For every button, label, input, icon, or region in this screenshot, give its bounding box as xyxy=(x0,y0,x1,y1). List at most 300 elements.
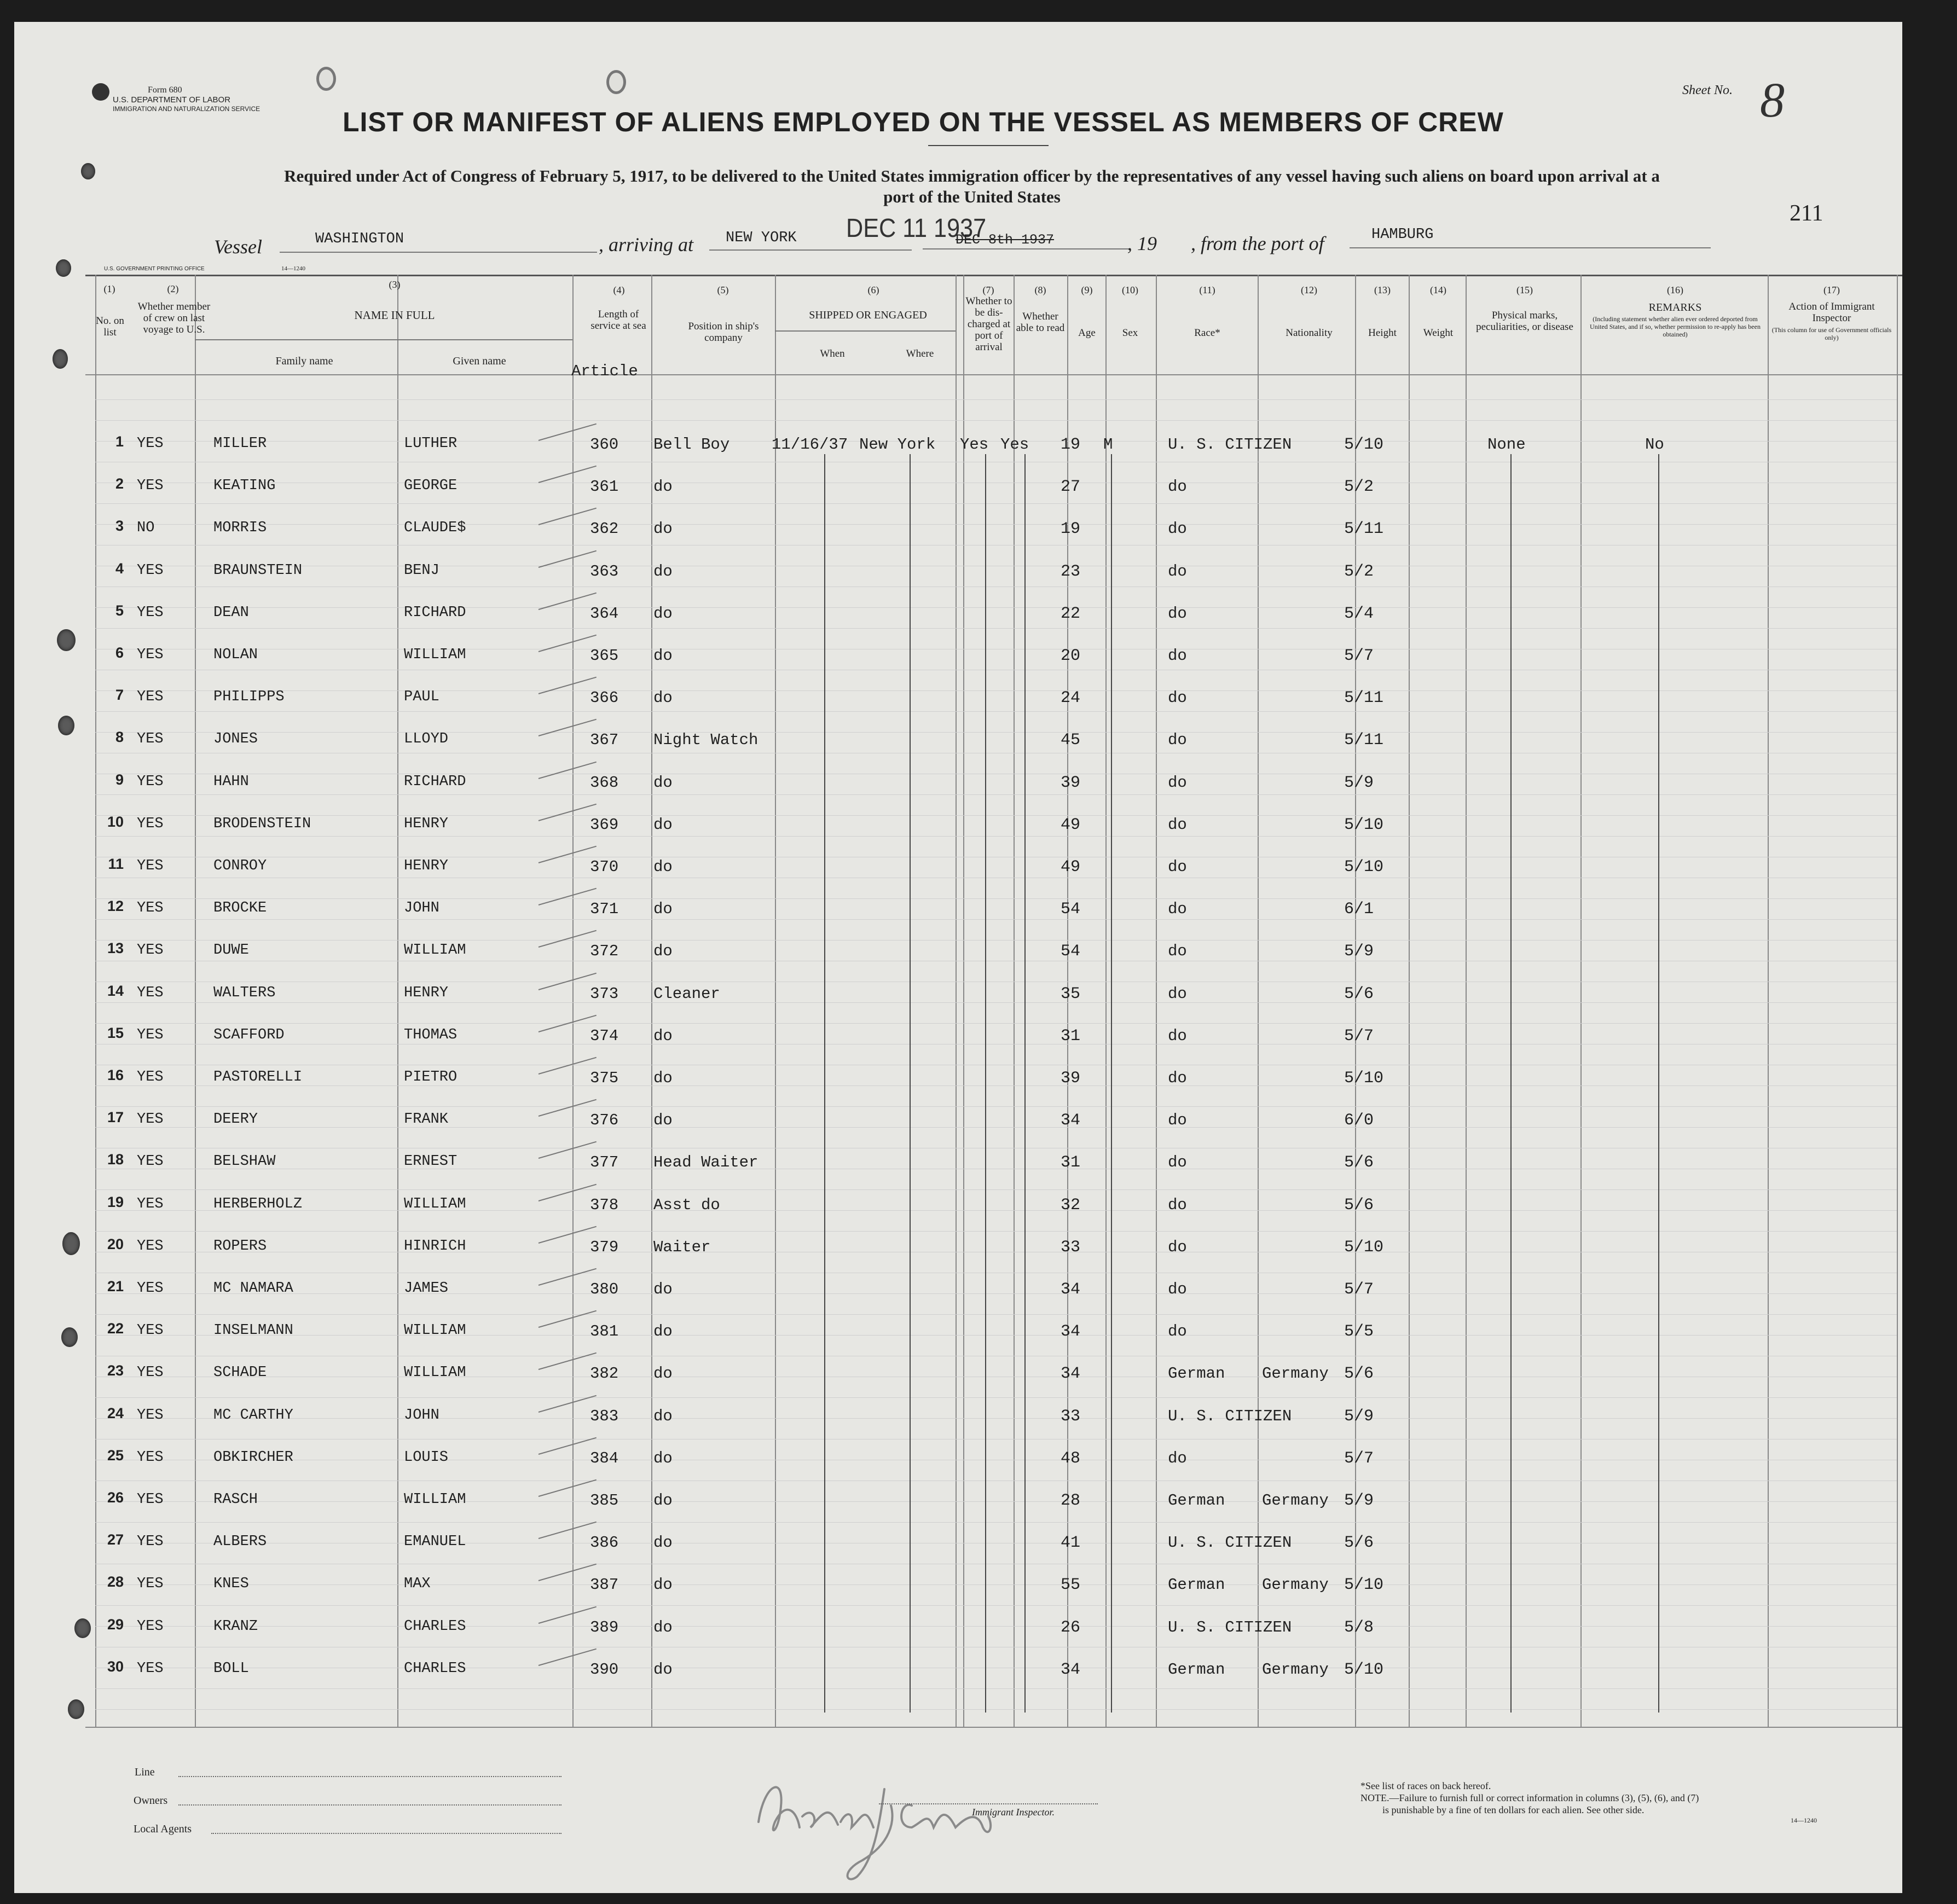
row-height: 5/6 xyxy=(1344,985,1374,1003)
row-position: do xyxy=(653,1534,673,1552)
service-tick-mark xyxy=(539,930,597,948)
ruled-line xyxy=(95,1231,1897,1232)
column-rule xyxy=(651,275,652,1727)
row-service: 372 xyxy=(590,942,619,960)
row-given: CHARLES xyxy=(404,1618,466,1635)
col14-number: (14) xyxy=(1430,285,1446,295)
row-age: 35 xyxy=(1061,985,1081,1003)
ruled-line xyxy=(95,503,1897,504)
row-service: 376 xyxy=(590,1111,619,1129)
row-service: 378 xyxy=(590,1196,619,1214)
row-position: do xyxy=(653,900,673,918)
row-race: German xyxy=(1168,1661,1225,1679)
row-height: 5/7 xyxy=(1344,1027,1374,1046)
service-tick-mark xyxy=(539,1268,597,1286)
col-header-remarks-note: (Including statement whether alien ever ordered deported from United States, and if so, whether permission to re-apply has been obtained) xyxy=(1590,315,1761,338)
row-position: do xyxy=(653,774,673,792)
row-age: 26 xyxy=(1061,1618,1081,1637)
column-rule xyxy=(1580,275,1582,1727)
row-height: 5/6 xyxy=(1344,1365,1374,1383)
row-race: do xyxy=(1168,520,1187,538)
col-header-remarks: REMARKS xyxy=(1648,301,1702,314)
row-position: Cleaner xyxy=(653,985,720,1003)
row-given: CLAUDE$ xyxy=(404,520,466,536)
row-age: 19 xyxy=(1061,436,1081,454)
service-tick-mark xyxy=(539,1479,597,1497)
row-age: 45 xyxy=(1061,731,1081,750)
row-position: do xyxy=(653,689,673,707)
row-given: RICHARD xyxy=(404,605,466,621)
row-service: 362 xyxy=(590,520,619,538)
service-tick-mark xyxy=(539,466,597,483)
service-tick-mark xyxy=(539,1564,597,1581)
ruled-line xyxy=(95,732,1897,733)
local-agents-field xyxy=(211,1833,561,1834)
vessel-label: Vessel xyxy=(214,236,262,258)
row-prev: YES xyxy=(137,1407,164,1424)
col12-number: (12) xyxy=(1301,285,1317,295)
row-prev: YES xyxy=(137,1661,164,1677)
row-prev: YES xyxy=(137,1069,164,1085)
row-family: DEAN xyxy=(213,605,249,621)
col16-number: (16) xyxy=(1667,285,1683,295)
row-service: 379 xyxy=(590,1238,619,1256)
row-race: German xyxy=(1168,1576,1225,1594)
row-no: 21 xyxy=(107,1278,124,1295)
column-rule xyxy=(195,275,196,1727)
service-tick-mark xyxy=(539,1141,597,1159)
row-given: RICHARD xyxy=(404,774,466,790)
row-no: 23 xyxy=(107,1362,124,1379)
footer-form-code: 14—1240 xyxy=(1791,1816,1817,1824)
row-height: 5/6 xyxy=(1344,1196,1374,1215)
col-header-given-name: Given name xyxy=(453,355,506,367)
row-given: HENRY xyxy=(404,985,449,1001)
row-remarks: No xyxy=(1645,436,1664,454)
row-family: PHILIPPS xyxy=(213,689,285,705)
column-rule xyxy=(775,275,776,1727)
ruled-line xyxy=(95,836,1897,837)
row-family: KNES xyxy=(213,1576,249,1592)
service-tick-mark xyxy=(539,1226,597,1244)
row-sex: M xyxy=(1103,436,1113,454)
row-family: OBKIRCHER xyxy=(213,1449,293,1466)
row-race: do xyxy=(1168,647,1187,665)
row-height: 5/7 xyxy=(1344,1449,1374,1468)
row-service: 375 xyxy=(590,1069,619,1087)
punch-hole xyxy=(81,163,95,179)
row-prev: NO xyxy=(137,520,155,536)
row-service: 369 xyxy=(590,816,619,834)
row-given: CHARLES xyxy=(404,1661,466,1677)
row-height: 5/7 xyxy=(1344,1280,1374,1299)
line-field xyxy=(178,1776,561,1777)
column-rule xyxy=(397,275,398,1727)
service-name: IMMIGRATION AND NATURALIZATION SERVICE xyxy=(113,105,260,113)
col17-number: (17) xyxy=(1823,285,1840,295)
arriving-port: NEW YORK xyxy=(726,230,797,246)
row-given: JAMES xyxy=(404,1280,449,1297)
ruled-line xyxy=(95,815,1897,816)
row-no: 7 xyxy=(115,687,124,703)
row-no: 9 xyxy=(115,771,124,788)
row-no: 11 xyxy=(108,856,124,872)
row-age: 32 xyxy=(1061,1196,1081,1215)
printing-office: U.S. GOVERNMENT PRINTING OFFICE xyxy=(104,266,205,272)
penalty-note-1: NOTE.—Failure to furnish full or correct information in columns (3), (5), (6), and (7) xyxy=(1360,1792,1699,1803)
ruled-line xyxy=(95,1023,1897,1024)
seal-icon xyxy=(92,83,109,101)
col7-number: (7) xyxy=(982,285,994,295)
ruled-line xyxy=(95,1709,1897,1710)
row-prev: YES xyxy=(137,985,164,1001)
row-age: 19 xyxy=(1061,520,1081,538)
from-port-rule xyxy=(1350,247,1711,248)
row-height: 5/6 xyxy=(1344,1153,1374,1172)
article-label: Article xyxy=(571,362,638,380)
column-rule xyxy=(956,275,957,1727)
service-tick-mark xyxy=(539,677,597,694)
arriving-label: , arriving at xyxy=(599,234,694,256)
row-family: INSELMANN xyxy=(213,1322,293,1339)
row-family: CONROY xyxy=(213,858,267,874)
row-position: do xyxy=(653,1365,673,1383)
row-family: DUWE xyxy=(213,942,249,959)
ruled-line xyxy=(95,1584,1897,1585)
row-no: 3 xyxy=(115,518,124,534)
table-top-border xyxy=(85,275,1902,276)
service-tick-mark xyxy=(539,1184,597,1201)
row-race: do xyxy=(1168,731,1187,749)
page-number: 211 xyxy=(1790,201,1823,226)
row-service: 387 xyxy=(590,1576,619,1594)
row-no: 8 xyxy=(115,729,124,745)
ruled-line xyxy=(95,1605,1897,1606)
row-height: 5/10 xyxy=(1344,1661,1384,1679)
col-header-physical-marks: Physical marks, peculiarities, or disease xyxy=(1476,310,1573,333)
row-no: 2 xyxy=(115,475,124,492)
row-age: 31 xyxy=(1061,1153,1081,1172)
department: U.S. DEPARTMENT OF LABOR xyxy=(113,95,231,105)
column-rule xyxy=(1466,275,1467,1727)
row-family: HAHN xyxy=(213,774,249,790)
ruled-line xyxy=(95,1189,1897,1190)
subtitle-line-2: port of the United States xyxy=(883,187,1061,206)
column-rule xyxy=(1105,275,1107,1727)
row-family: KEATING xyxy=(213,478,276,494)
row-family: MILLER xyxy=(213,436,267,452)
ruled-line xyxy=(95,898,1897,899)
row-family: MC NAMARA xyxy=(213,1280,293,1297)
row-prev: YES xyxy=(137,1576,164,1592)
from-port: HAMBURG xyxy=(1371,227,1434,243)
row-race: U. S. CITIZEN xyxy=(1168,1534,1292,1552)
column-rule xyxy=(963,275,964,1727)
row-position: do xyxy=(653,647,673,665)
row-race: do xyxy=(1168,605,1187,623)
page-title: LIST OR MANIFEST OF ALIENS EMPLOYED ON THE VESSEL AS MEMBERS OF CREW xyxy=(343,107,1504,137)
service-tick-mark xyxy=(539,423,597,441)
row-given: ERNEST xyxy=(404,1153,458,1170)
row-read: Yes xyxy=(1000,436,1029,454)
col-header-family-name: Family name xyxy=(275,355,333,367)
row-prev: YES xyxy=(137,900,164,916)
row-given: GEORGE xyxy=(404,478,458,494)
row-service: 364 xyxy=(590,605,619,623)
col-header-height: Height xyxy=(1368,327,1397,339)
service-tick-mark xyxy=(539,1099,597,1117)
col3-number: (3) xyxy=(389,279,401,290)
service-tick-mark xyxy=(539,635,597,652)
row-age: 34 xyxy=(1061,1365,1081,1383)
row-height: 5/10 xyxy=(1344,1238,1384,1257)
form-number: Form 680 xyxy=(148,85,182,95)
sheet-label: Sheet No. xyxy=(1682,83,1733,97)
ruled-line xyxy=(95,1335,1897,1336)
col4-number: (4) xyxy=(613,285,625,295)
row-given: WILLIAM xyxy=(404,1491,466,1508)
row-no: 12 xyxy=(107,898,124,914)
row-prev: YES xyxy=(137,1322,164,1339)
row-no: 15 xyxy=(107,1025,124,1041)
row-race: do xyxy=(1168,1238,1187,1256)
row-position: do xyxy=(653,1661,673,1679)
row-no: 6 xyxy=(115,645,124,661)
row-service: 367 xyxy=(590,731,619,749)
row-prev: YES xyxy=(137,1238,164,1255)
row-age: 23 xyxy=(1061,562,1081,581)
ruled-line xyxy=(95,399,1897,400)
row-no: 25 xyxy=(107,1447,124,1464)
ruled-line xyxy=(95,690,1897,691)
row-prev: YES xyxy=(137,774,164,790)
service-tick-mark xyxy=(539,804,597,821)
row-prev: YES xyxy=(137,1153,164,1170)
typed-arrival-date: DEC 8th 1937 xyxy=(956,232,1055,248)
row-service: 371 xyxy=(590,900,619,918)
row-no: 14 xyxy=(107,983,124,999)
row-height: 5/9 xyxy=(1344,1491,1374,1510)
punch-hole xyxy=(74,1618,91,1638)
ruled-line xyxy=(95,1688,1897,1689)
row-no: 18 xyxy=(107,1151,124,1168)
ruled-line xyxy=(95,919,1897,920)
ruled-line xyxy=(95,1397,1897,1398)
row-nationality: Germany xyxy=(1262,1365,1329,1383)
ruled-line xyxy=(95,1501,1897,1502)
row-age: 27 xyxy=(1061,478,1081,496)
row-race: do xyxy=(1168,858,1187,876)
row-race: do xyxy=(1168,900,1187,918)
row-prev: YES xyxy=(137,858,164,874)
column-rule xyxy=(95,275,96,1727)
row-given: HENRY xyxy=(404,816,449,832)
row-nationality: Germany xyxy=(1262,1491,1329,1510)
col-header-prev-voyage: Whether member of crew on last voyage to U.S. xyxy=(137,301,211,335)
col-header-position: Position in ship's company xyxy=(688,321,759,344)
col1-number: (1) xyxy=(103,283,115,294)
row-given: BENJ xyxy=(404,562,439,579)
ditto-line xyxy=(1024,454,1026,1713)
col-header-shipped-engaged: SHIPPED OR ENGAGED xyxy=(809,309,927,321)
row-prev: YES xyxy=(137,1534,164,1550)
owners-label: Owners xyxy=(134,1795,168,1807)
punch-hole xyxy=(57,629,76,651)
punch-hole xyxy=(53,349,68,369)
row-age: 34 xyxy=(1061,1111,1081,1130)
row-age: 54 xyxy=(1061,942,1081,961)
row-position: do xyxy=(653,1407,673,1425)
service-tick-mark xyxy=(539,719,597,736)
row-race: do xyxy=(1168,942,1187,960)
row-given: JOHN xyxy=(404,900,439,916)
row-prev: YES xyxy=(137,816,164,832)
row-race: do xyxy=(1168,1322,1187,1340)
row-prev: YES xyxy=(137,1618,164,1635)
row-no: 17 xyxy=(107,1109,124,1125)
row-race: do xyxy=(1168,816,1187,834)
row-height: 5/11 xyxy=(1344,731,1384,750)
row-age: 55 xyxy=(1061,1576,1081,1594)
row-position: Head Waiter xyxy=(653,1153,759,1171)
row-no: 10 xyxy=(107,814,124,830)
ruled-line xyxy=(95,420,1897,421)
manifest-sheet xyxy=(14,22,1902,1893)
col13-number: (13) xyxy=(1374,285,1391,295)
row-prev: YES xyxy=(137,647,164,663)
ruled-line xyxy=(95,794,1897,795)
row-no: 16 xyxy=(107,1067,124,1083)
ruled-line xyxy=(95,1127,1897,1128)
row-prev: YES xyxy=(137,731,164,747)
row-position: do xyxy=(653,816,673,834)
col-header-sex: Sex xyxy=(1122,327,1138,339)
row-family: PASTORELLI xyxy=(213,1069,303,1085)
row-height: 5/7 xyxy=(1344,647,1374,665)
row-service: 374 xyxy=(590,1027,619,1045)
row-race: U. S. CITIZEN xyxy=(1168,1618,1292,1636)
col15-number: (15) xyxy=(1516,285,1533,295)
row-position: do xyxy=(653,858,673,876)
row-age: 24 xyxy=(1061,689,1081,707)
row-age: 39 xyxy=(1061,1069,1081,1088)
col-header-discharged: Whether to be dis-charged at port of arrival xyxy=(965,295,1012,353)
punch-hole xyxy=(316,67,336,91)
row-height: 6/1 xyxy=(1344,900,1374,919)
row-position: Night Watch xyxy=(653,731,759,749)
row-family: MC CARTHY xyxy=(213,1407,293,1424)
row-prev: YES xyxy=(137,605,164,621)
row-age: 49 xyxy=(1061,858,1081,876)
row-position: do xyxy=(653,1449,673,1467)
table-bottom-border xyxy=(85,1727,1902,1728)
service-tick-mark xyxy=(539,508,597,525)
row-age: 34 xyxy=(1061,1322,1081,1341)
col-header-length-of-service: Length of service at sea xyxy=(590,309,646,332)
row-age: 33 xyxy=(1061,1238,1081,1257)
row-service: 366 xyxy=(590,689,619,707)
vessel-rule xyxy=(280,252,597,253)
service-tick-mark xyxy=(539,1057,597,1075)
ruled-line xyxy=(95,940,1897,941)
row-marks: None xyxy=(1487,436,1526,454)
row-race: German xyxy=(1168,1491,1225,1510)
row-prev: YES xyxy=(137,1280,164,1297)
row-family: BRAUNSTEIN xyxy=(213,562,303,579)
row-prev: YES xyxy=(137,1449,164,1466)
row-given: JOHN xyxy=(404,1407,439,1424)
col11-number: (11) xyxy=(1199,285,1215,295)
row-family: HERBERHOLZ xyxy=(213,1196,303,1212)
col-header-nationality: Nationality xyxy=(1286,327,1333,339)
row-service: 380 xyxy=(590,1280,619,1298)
row-given: WILLIAM xyxy=(404,1322,466,1339)
row-prev: YES xyxy=(137,1111,164,1128)
row-service: 363 xyxy=(590,562,619,581)
col6-number: (6) xyxy=(867,285,879,295)
row-race: do xyxy=(1168,774,1187,792)
row-height: 5/9 xyxy=(1344,774,1374,792)
row-when: 11/16/37 xyxy=(772,436,848,454)
ditto-line xyxy=(985,454,986,1713)
row-position: do xyxy=(653,478,673,496)
column-rule xyxy=(572,275,574,1727)
row-race: do xyxy=(1168,478,1187,496)
col2-number: (2) xyxy=(167,283,179,294)
row-prev: YES xyxy=(137,1491,164,1508)
service-tick-mark xyxy=(539,1310,597,1328)
service-tick-mark xyxy=(539,1648,597,1666)
column-rule xyxy=(1014,275,1015,1727)
column-rule xyxy=(1409,275,1410,1727)
row-family: NOLAN xyxy=(213,647,258,663)
ruled-line xyxy=(95,1002,1897,1003)
row-race: do xyxy=(1168,1027,1187,1045)
row-race: German xyxy=(1168,1365,1225,1383)
row-given: WILLIAM xyxy=(404,1196,466,1212)
ruled-line xyxy=(95,628,1897,629)
row-family: BELSHAW xyxy=(213,1153,276,1170)
row-given: EMANUEL xyxy=(404,1534,466,1550)
row-age: 41 xyxy=(1061,1534,1081,1552)
header-form-code: 14—1240 xyxy=(281,265,305,272)
row-age: 34 xyxy=(1061,1280,1081,1299)
punch-hole xyxy=(56,259,71,277)
row-position: do xyxy=(653,520,673,538)
row-service: 383 xyxy=(590,1407,619,1425)
row-service: 370 xyxy=(590,858,619,876)
row-given: MAX xyxy=(404,1576,431,1592)
ditto-line xyxy=(1510,454,1512,1713)
punch-hole xyxy=(58,716,74,735)
row-given: WILLIAM xyxy=(404,647,466,663)
punch-hole xyxy=(68,1699,84,1719)
service-tick-mark xyxy=(539,762,597,779)
row-height: 5/9 xyxy=(1344,1407,1374,1426)
col-header-where: Where xyxy=(906,348,934,359)
row-given: FRANK xyxy=(404,1111,449,1128)
row-position: do xyxy=(653,1491,673,1510)
col-header-able-to-read: Whether able to read xyxy=(1016,311,1065,334)
col9-number: (9) xyxy=(1081,285,1093,295)
row-service: 382 xyxy=(590,1365,619,1383)
row-height: 5/8 xyxy=(1344,1618,1374,1637)
row-given: WILLIAM xyxy=(404,942,466,959)
row-no: 20 xyxy=(107,1236,124,1252)
row-position: do xyxy=(653,1111,673,1129)
row-no: 24 xyxy=(107,1405,124,1421)
row-service: 385 xyxy=(590,1491,619,1510)
